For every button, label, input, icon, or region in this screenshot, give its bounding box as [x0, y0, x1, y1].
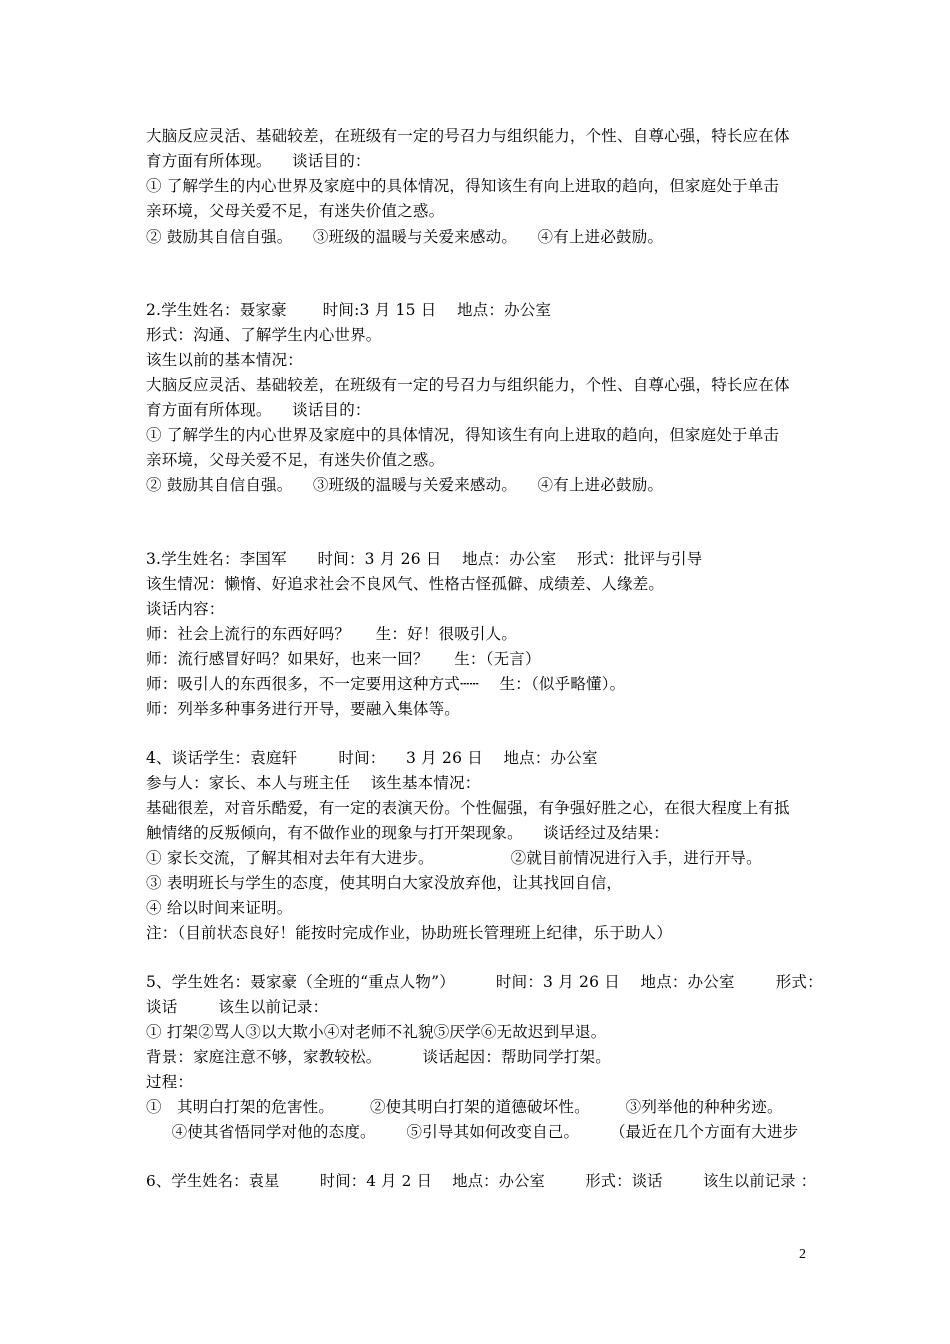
text-line: 谈话 该生以前记录：	[146, 998, 329, 1016]
text-line: 注：（目前状态良好！能按时完成作业，协助班长管理班上纪律，乐于助人）	[146, 924, 673, 942]
text-line: 育方面有所体现。 谈话目的：	[146, 401, 371, 419]
text-line: ② 鼓励其自信自强。 ③班级的温暖与关爱来感动。 ④有上进必鼓励。	[146, 228, 664, 246]
text-line: 师：社会上流行的东西好吗？ 生：好！很吸引人。	[146, 625, 518, 643]
text-line: 师：列举多种事务进行开导，要融入集体等。	[146, 700, 461, 718]
text-line: 大脑反应灵活、基础较差，在班级有一定的号召力与组织能力，个性、自尊心强，特长应在体	[146, 376, 790, 394]
text-line: ① 其明白打架的危害性。 ②使其明白打架的道德破坏性。 ③列举他的种种劣迹。	[146, 1098, 783, 1116]
text-line: 过程：	[146, 1073, 194, 1091]
text-line: 育方面有所体现。 谈话目的：	[146, 152, 371, 170]
text-line: 参与人：家长、本人与班主任 该生基本情况：	[146, 774, 481, 792]
text-line: ③ 表明班长与学生的态度，使其明白大家没放弃他，让其找回自信，	[146, 874, 623, 892]
text-line: 4、谈话学生：袁庭轩 时间： 3 月 26 日 地点：办公室	[146, 749, 598, 767]
text-line: ② 鼓励其自信自强。 ③班级的温暖与关爱来感动。 ④有上进必鼓励。	[146, 476, 664, 494]
text-line: 亲环境，父母关爱不足，有迷失价值之惑。	[146, 202, 445, 220]
text-line: 该生以前的基本情况：	[146, 351, 304, 369]
text-line: 触情绪的反叛倾向，有不做作业的现象与打开架现象。 谈话经过及结果：	[146, 824, 669, 842]
text-line: 大脑反应灵活、基础较差，在班级有一定的号召力与组织能力，个性、自尊心强，特长应在体	[146, 127, 790, 145]
text-line: 背景：家庭注意不够，家教较松。 谈话起因：帮助同学打架。	[146, 1048, 611, 1066]
text-line: 形式：沟通、了解学生内心世界。	[146, 326, 382, 344]
text-line: ① 了解学生的内心世界及家庭中的具体情况，得知该生有向上进取的趋向，但家庭处于单击	[146, 426, 780, 444]
text-line: 基础很差，对音乐酷爱，有一定的表演天份。个性倔强，有争强好胜之心，在很大程度上有抵	[146, 799, 790, 817]
text-line: ④使其省悟同学对他的态度。 ⑤引导其如何改变自己。 （最近在几个方面有大进步	[146, 1123, 799, 1141]
text-line: 6、学生姓名：袁星 时间：4 月 2 日 地点：办公室 形式：谈话 该生以前记录 ：	[146, 1172, 817, 1190]
text-line: ① 家长交流，了解其相对去年有大进步。 ②就目前情况进行入手，进行开导。	[146, 849, 762, 867]
text-line: 师：流行感冒好吗？如果好，也来一回？ 生：（无言）	[146, 650, 541, 668]
page-number: 2	[799, 1247, 806, 1262]
text-line: 3.学生姓名：李国军 时间：3 月 26 日 地点：办公室 形式：批评与引导	[146, 550, 703, 568]
text-line: 谈话内容：	[146, 600, 225, 618]
text-line: 该生情况：懒惰、好追求社会不良风气、性格古怪孤僻、成绩差、人缘差。	[146, 575, 665, 593]
text-line: 师：吸引人的东西很多，不一定要用这种方式┄┄ 生：（似乎略懂）。	[146, 675, 626, 693]
text-line: 亲环境，父母关爱不足，有迷失价值之惑。	[146, 451, 445, 469]
text-line: 5、学生姓名：聂家豪（全班的“重点人物”） 时间：3 月 26 日 地点：办公室 形式：	[146, 973, 823, 991]
text-line: ① 打架②骂人③以大欺小④对老师不礼貌⑤厌学⑥无故迟到早退。	[146, 1023, 607, 1041]
text-line: ① 了解学生的内心世界及家庭中的具体情况，得知该生有向上进取的趋向，但家庭处于单击	[146, 177, 780, 195]
text-line: ④ 给以时间来证明。	[146, 899, 293, 917]
text-line: 2.学生姓名：聂家豪 时间:3 月 15 日 地点：办公室	[146, 301, 552, 319]
